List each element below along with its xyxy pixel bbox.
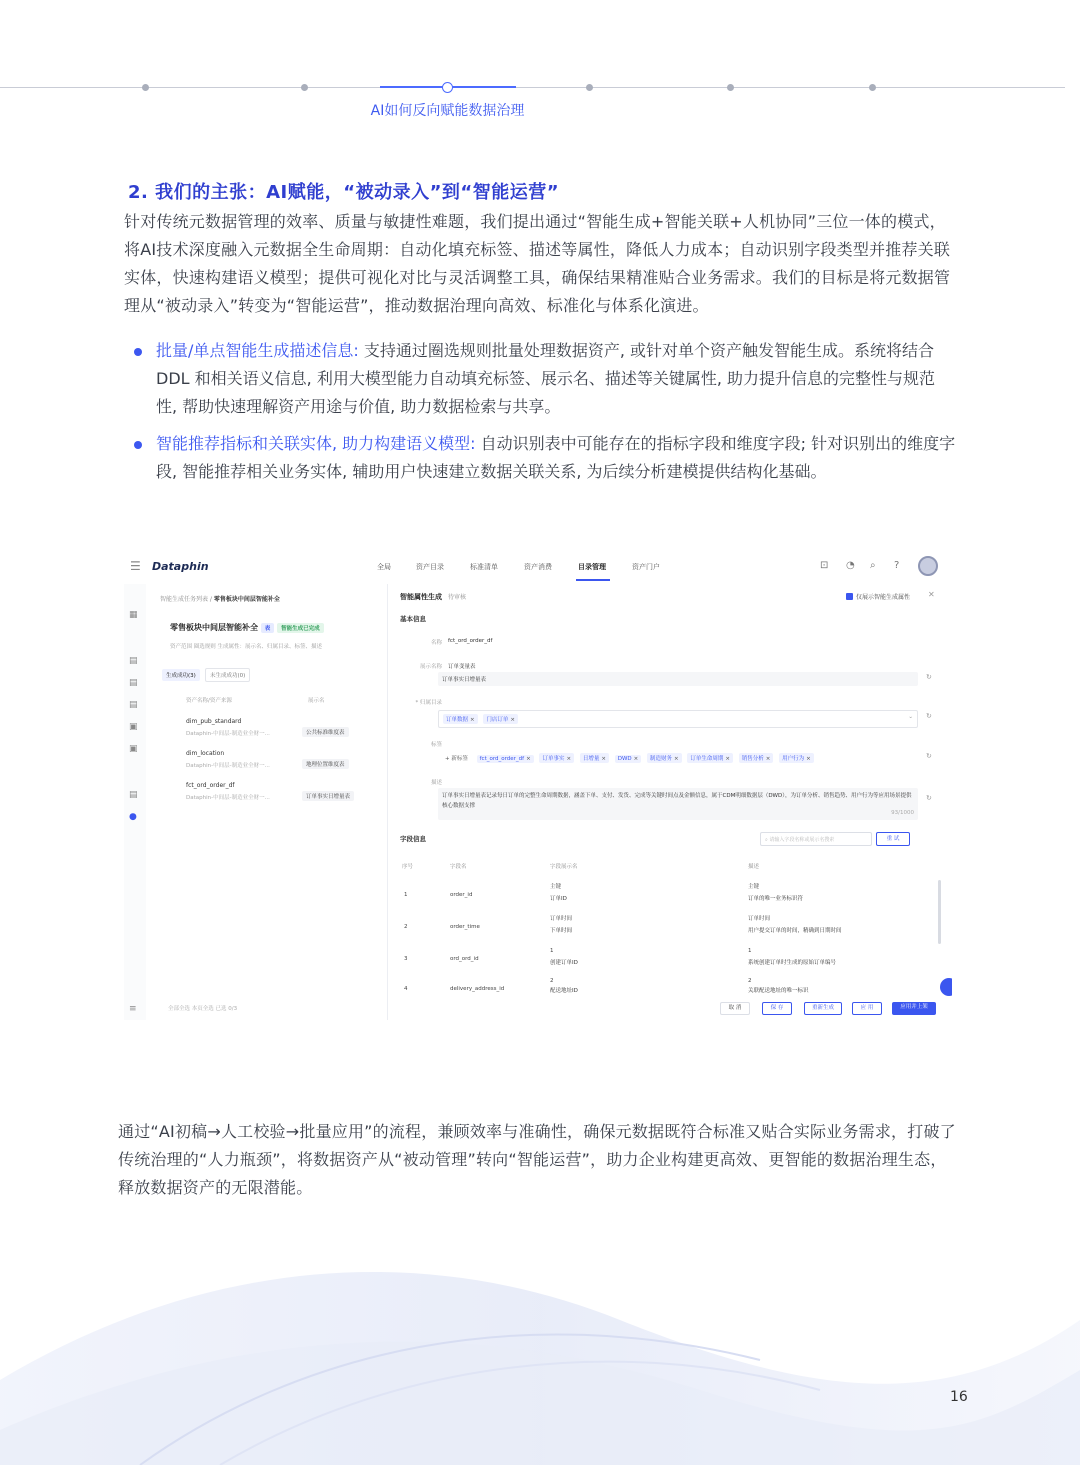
chip-remove-icon: × — [806, 756, 811, 762]
attribute-panel — [390, 584, 952, 1020]
breadcrumb — [160, 594, 280, 603]
desc-old: 1 — [748, 948, 752, 954]
asset-source: Dataphin-中间层-制造业全财一... — [186, 731, 270, 737]
help-icon[interactable]: ? — [894, 560, 900, 571]
row-number: 3 — [404, 956, 408, 962]
display-old: 主键 — [550, 884, 562, 890]
scrollbar[interactable] — [938, 880, 941, 944]
bullet-dot — [134, 441, 142, 449]
status-badge: 智能生成已完成 — [277, 623, 324, 633]
close-icon[interactable]: ✕ — [928, 590, 935, 599]
desc-old: 主键 — [748, 884, 760, 890]
only-show-checkbox[interactable] — [846, 592, 910, 601]
section-field-info: 字段信息 — [400, 835, 426, 843]
bullet-dot — [134, 348, 142, 356]
app-sidebar — [124, 584, 146, 1020]
breadcrumb-current: 零售板块中间层智能补全 — [213, 596, 280, 603]
tag-chip[interactable]: 日增量 × — [580, 753, 609, 763]
display-suggestion[interactable]: 订单事实日增量表 — [438, 672, 918, 686]
display-new[interactable]: 创建订单ID — [550, 960, 578, 966]
panel-status: 待审核 — [448, 594, 467, 601]
nav-item[interactable]: 资产门户 — [632, 563, 660, 571]
nav-item[interactable]: 资产目录 — [416, 563, 444, 571]
refresh-icon[interactable]: ↻ — [926, 794, 932, 802]
result-tabs — [162, 668, 253, 680]
chip-remove-icon: × — [470, 717, 475, 723]
header-title: AI如何反向赋能数据治理 — [370, 103, 525, 119]
asset-source: Dataphin-中间层-制造业全财一... — [186, 763, 270, 769]
tags-label: 标签 — [430, 742, 442, 748]
nav-item-active[interactable]: 目录管理 — [578, 563, 606, 571]
desc-new[interactable]: 系统创建订单时生成的原始订单编号 — [748, 960, 837, 966]
asset-name: dim_location — [186, 750, 225, 757]
asset-source: Dataphin-中间层-制造业全财一... — [186, 795, 270, 801]
catalog-chip[interactable]: 门店订单 × — [483, 714, 518, 724]
section-title: 2. 我们的主张：AI赋能，“被动录入”到“智能运营” — [128, 182, 560, 203]
display-value: 订单变量表 — [448, 664, 476, 670]
tags-field[interactable] — [438, 750, 918, 766]
folder-icon[interactable]: ▣ — [129, 722, 138, 732]
chevron-down-icon[interactable]: ⌄ — [908, 714, 913, 720]
asset-display: 订单事实日增量表 — [302, 791, 354, 801]
tag-chip[interactable]: 订单事实 × — [539, 753, 574, 763]
header-dot — [586, 84, 593, 91]
lock-icon[interactable]: ⊡ — [820, 560, 829, 571]
column-header: 字段展示名 — [550, 864, 578, 870]
task-title — [170, 622, 324, 633]
tag-chip[interactable]: fct_ord_order_df × — [477, 755, 534, 763]
refresh-icon[interactable]: ↻ — [926, 673, 932, 681]
intro-paragraph: 针对传统元数据管理的效率、质量与敏捷性难题，我们提出通过“智能生成+智能关联+人机协同”三位一体的模式，将AI技术深度融入元数据全生命周期：自动化填充标签、描述等属性，降低人力成本；自动识别字段类型并推荐关联实体，快速构建语义模型；提供可视化对比与灵活调整工具，确保结果精准贴合业务需求。我们的目标是将元数据管理从“被动录入”转变为“智能运营”，推动数据治理向高效、标准化与体系化演进。 — [124, 212, 951, 315]
name-value: fct_ord_order_df — [448, 638, 493, 644]
header-rule — [0, 87, 1065, 88]
tab-fail[interactable]: 未生成成功(0) — [205, 668, 250, 682]
nav-item[interactable]: 标准清单 — [470, 563, 498, 571]
column-header: 序号 — [402, 864, 414, 870]
display-old: 1 — [550, 948, 554, 954]
bullet-text: 自动识别表中可能存在的指标字段和维度字段; 针对识别出的维度字段, 智能推荐相关业务实体, 辅助用户快速建立数据关联关系, 为后续分析建模提供结构化基础。 — [156, 434, 956, 481]
asset-name: dim_pub_standard — [186, 718, 242, 725]
list-item[interactable] — [186, 718, 386, 748]
tag-chip[interactable]: 订单生命周期 × — [687, 753, 733, 763]
chip-remove-icon: × — [510, 717, 515, 723]
field-name: ord_ord_id — [450, 956, 479, 962]
chip-remove-icon: × — [633, 756, 639, 762]
column-header: 展示名 — [308, 698, 325, 704]
decorative-wave — [0, 1200, 1080, 1465]
chip-remove-icon: × — [601, 756, 606, 762]
closing-paragraph: 通过“AI初稿→人工校验→批量应用”的流程，兼顾效率与准确性，确保元数据既符合标准又贴合实际业务需求，打破了传统治理的“人力瓶颈”，将数据资产从“被动管理”转向“智能运营”，助力企业构建更高效、更智能的数据治理生态，释放数据资产的无限潜能。 — [118, 1122, 956, 1197]
desc-new[interactable]: 用户提交订单的时间，精确到日期时间 — [748, 928, 842, 934]
bullet-highlight: 批量/单点智能生成描述信息: — [156, 341, 359, 360]
avatar[interactable] — [918, 556, 938, 576]
chip-remove-icon: × — [566, 756, 572, 762]
tab-success[interactable]: 生成成功(3) — [162, 669, 200, 681]
display-new[interactable]: 下单时间 — [550, 928, 573, 934]
header-dot — [301, 84, 308, 91]
chip-remove-icon: × — [526, 756, 531, 762]
desc-value: 订单事实日增量表记录每日订单的完整生命周期数据，涵盖下单、支付、发货、完成等关键时间点及金额信息，属于CDM明细数据层（DWD），为订单分析、销售趋势、用户行为等应用场景提供核心数据支撑 — [442, 793, 912, 809]
chip-remove-icon: × — [765, 756, 771, 762]
row-number: 4 — [404, 986, 408, 992]
display-label: 展示名称 — [419, 664, 442, 670]
nav-active-underline — [576, 579, 610, 581]
tag-chip[interactable]: DWD × — [615, 755, 642, 763]
save-button[interactable]: 保 存 — [762, 1002, 792, 1015]
cancel-button[interactable]: 取 消 — [720, 1002, 750, 1015]
chip-remove-icon: × — [725, 756, 730, 762]
display-old: 订单时间 — [550, 916, 573, 922]
field-name: delivery_address_id — [450, 986, 505, 992]
nav-item[interactable]: 全局 — [377, 563, 391, 571]
row-number: 1 — [404, 892, 408, 898]
bullet-text: 支持通过圈选规则批量处理数据资产, 或针对单个资产触发智能生成。系统将结合DDL 和相关语义信息, 利用大模型能力自动填充标签、展示名、描述等关键属性, 助力提升信息的完整性与规范性, 帮助快速理解资产用途与价值, 助力数据检索与共享。 — [156, 341, 935, 416]
column-header: 资产名称/资产来源 — [186, 698, 232, 704]
display-new[interactable]: 配送地址ID — [550, 988, 578, 994]
doc-icon[interactable]: ▤ — [129, 656, 138, 666]
brand-logo: Dataphin — [152, 560, 209, 573]
retry-button[interactable]: 重 试 — [876, 832, 910, 846]
bullet-item — [134, 337, 956, 421]
header-dot — [727, 84, 734, 91]
selection-footer[interactable]: 全部全选 本页全选 已选 0/3 — [168, 1006, 238, 1012]
desc-textarea[interactable] — [438, 788, 918, 820]
search-input[interactable]: ⌕ 请输入字段名称或展示名搜索 — [760, 832, 872, 846]
panel-title — [400, 592, 466, 602]
display-old: 2 — [550, 978, 554, 984]
refresh-icon[interactable]: ↻ — [926, 752, 932, 760]
list-icon[interactable]: ▤ — [129, 700, 138, 710]
data-icon[interactable]: ▣ — [129, 744, 138, 754]
settings-icon[interactable]: ● — [129, 812, 137, 822]
assistant-fab[interactable] — [940, 978, 952, 996]
row-number: 2 — [404, 924, 408, 930]
desc-old: 订单时间 — [748, 916, 771, 922]
header-dot — [142, 84, 149, 91]
desc-counter: 93/1000 — [891, 810, 914, 816]
display-new[interactable]: 订单ID — [550, 896, 567, 902]
desc-old: 2 — [748, 978, 752, 984]
tag-chip[interactable]: 销售分析 × — [739, 753, 774, 763]
task-meta: 资产范围 圈选规则 生成属性：展示名、归属目录、标签、描述 — [170, 644, 322, 650]
grid-icon[interactable]: ▦ — [129, 610, 138, 620]
regenerate-button[interactable]: 重新生成 — [804, 1002, 842, 1015]
header-dot-active — [442, 82, 453, 93]
breadcrumb-parent[interactable]: 智能生成任务列表 / — [160, 596, 212, 603]
desc-new[interactable]: 关联配送地址的唯一标识 — [748, 988, 809, 994]
page-number: 16 — [950, 1389, 968, 1405]
bullet-item — [134, 430, 956, 486]
search-icon: ⌕ — [765, 837, 770, 843]
list-item[interactable] — [186, 750, 386, 780]
file-icon[interactable]: ▤ — [129, 790, 138, 800]
list-item[interactable] — [186, 782, 386, 812]
search-icon[interactable]: ⌕ — [870, 560, 876, 571]
header-dot — [869, 84, 876, 91]
field-name: order_id — [450, 892, 473, 898]
asset-display: 地理位置维度表 — [302, 759, 349, 769]
asset-display: 公共标准维度表 — [302, 727, 349, 737]
type-badge: 表 — [261, 623, 275, 633]
name-label: 名称 — [430, 640, 442, 646]
section-basic-info: 基本信息 — [400, 615, 426, 623]
tag-chip[interactable]: 用户行为 × — [779, 753, 814, 763]
apply-button[interactable]: 应 用 — [852, 1002, 882, 1015]
tag-chip[interactable]: 制造财务 × — [647, 753, 682, 763]
add-tag-button[interactable]: + 新标签 — [442, 753, 471, 763]
edit-icon[interactable]: ▤ — [129, 678, 138, 688]
chip-remove-icon: × — [674, 756, 679, 762]
task-left-pane — [146, 584, 388, 1020]
nav-item[interactable]: 资产消费 — [524, 563, 552, 571]
catalog-select[interactable] — [438, 710, 918, 728]
desc-new[interactable]: 订单的唯一业务标识符 — [748, 896, 804, 902]
panel-title-text: 智能属性生成 — [400, 593, 442, 601]
bullet-highlight: 智能推荐指标和关联实体, 助力构建语义模型: — [156, 434, 476, 453]
task-title-text: 零售板块中间层智能补全 — [170, 623, 258, 632]
column-header: 字段名 — [450, 864, 467, 870]
catalog-label: * 归属目录 — [415, 700, 442, 706]
catalog-chip[interactable]: 订单数据 × — [443, 714, 478, 724]
asset-name: fct_ord_order_df — [186, 782, 235, 789]
bell-icon[interactable]: ◔ — [846, 560, 855, 571]
desc-label: 描述 — [430, 780, 442, 786]
menu-icon[interactable]: ☰ — [130, 559, 141, 573]
checkbox-checked-icon — [846, 593, 853, 600]
field-name: order_time — [450, 924, 480, 930]
only-show-label: 仅展示智能生成属性 — [856, 594, 911, 601]
refresh-icon[interactable]: ↻ — [926, 712, 932, 720]
collapse-icon[interactable]: ≡ — [129, 1004, 137, 1014]
column-header: 描述 — [748, 864, 760, 870]
apply-publish-button[interactable]: 应用并上架 — [892, 1002, 936, 1015]
product-screenshot — [124, 548, 952, 1020]
app-topbar — [124, 548, 952, 584]
